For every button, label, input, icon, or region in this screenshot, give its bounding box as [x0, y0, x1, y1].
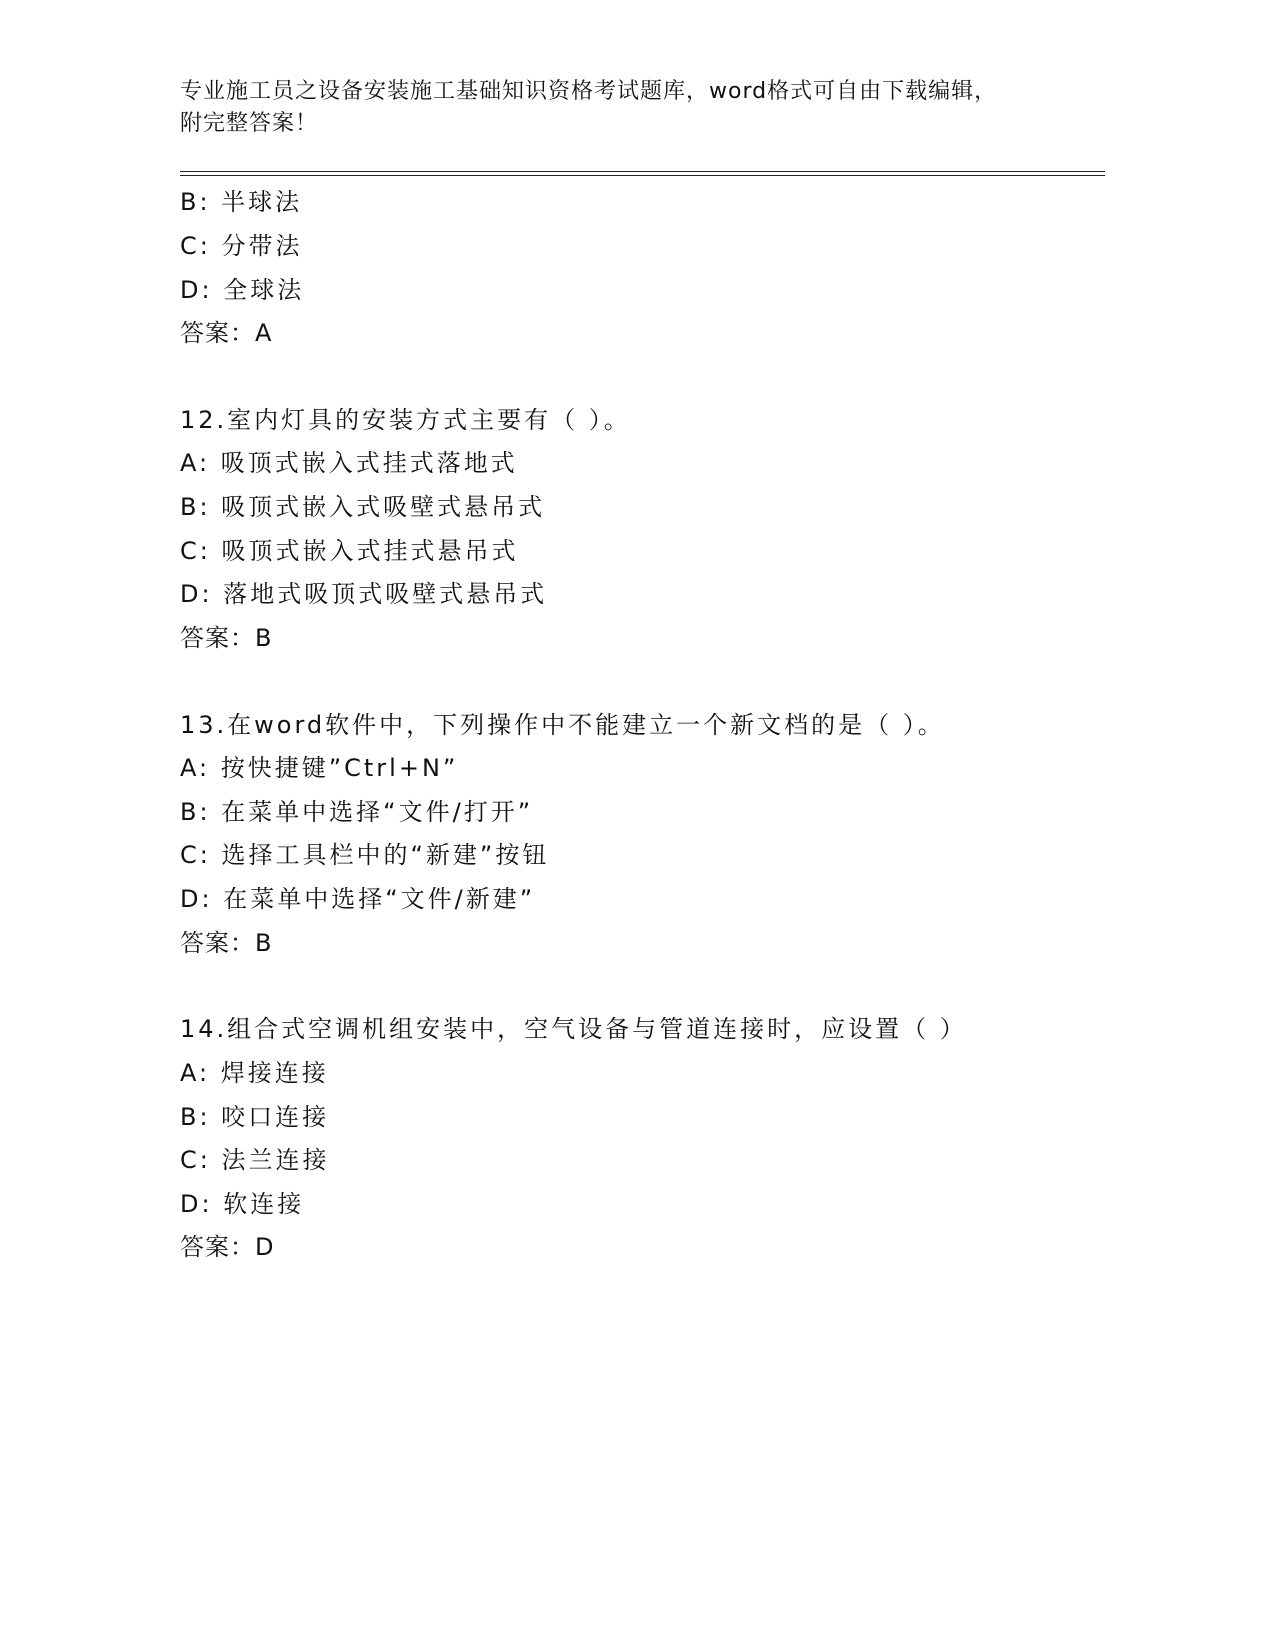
option-d: D: 落地式吸顶式吸壁式悬吊式	[180, 580, 548, 608]
option-d: D: 在菜单中选择“文件/新建”	[180, 885, 536, 913]
option-b: B: 在菜单中选择“文件/打开”	[180, 798, 534, 826]
header-title-line1: 专业施工员之设备安装施工基础知识资格考试题库，word格式可自由下载编辑，	[180, 79, 998, 104]
option-a: A: 按快捷键”Ctrl+N”	[180, 754, 459, 782]
answer: 答案：B	[180, 624, 273, 652]
header-title-line2: 附完整答案！	[180, 111, 319, 136]
option-c: C: 吸顶式嵌入式挂式悬吊式	[180, 537, 519, 565]
header-rule-bottom	[180, 175, 1105, 176]
option-a: A: 吸顶式嵌入式挂式落地式	[180, 449, 518, 477]
option-c: C: 分带法	[180, 232, 303, 260]
option-c: C: 选择工具栏中的“新建”按钮	[180, 841, 550, 869]
question-text: 13.在word软件中，下列操作中不能建立一个新文档的是（ ）。	[180, 711, 945, 739]
option-b: B: 咬口连接	[180, 1103, 330, 1131]
answer: 答案：D	[180, 1233, 275, 1261]
question-text: 14.组合式空调机组安装中，空气设备与管道连接时，应设置（ ）	[180, 1015, 967, 1043]
option-d: D: 全球法	[180, 276, 305, 304]
option-b: B: 半球法	[180, 188, 303, 216]
option-b: B: 吸顶式嵌入式吸壁式悬吊式	[180, 493, 546, 521]
option-c: C: 法兰连接	[180, 1146, 330, 1174]
question-text: 12.室内灯具的安装方式主要有（ ）。	[180, 406, 631, 434]
answer: 答案：A	[180, 319, 273, 347]
option-a: A: 焊接连接	[180, 1059, 329, 1087]
header-rule-top	[180, 171, 1105, 172]
option-d: D: 软连接	[180, 1190, 305, 1218]
answer: 答案：B	[180, 929, 273, 957]
